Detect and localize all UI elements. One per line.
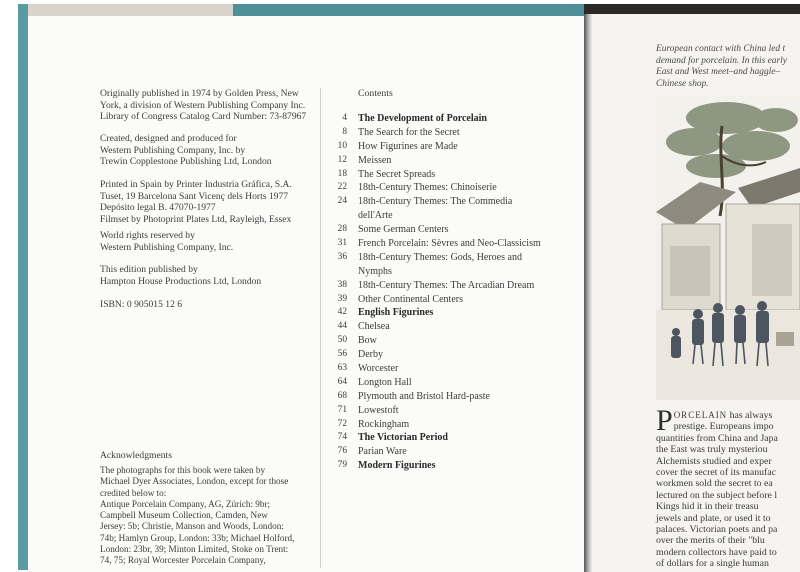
toc-page-number: 39 <box>337 293 347 304</box>
toc-page-number: 68 <box>337 390 347 401</box>
toc-title: dell'Arte <box>358 210 393 222</box>
acknowledgments-heading: Acknowledgments <box>100 450 172 461</box>
article-body <box>656 404 778 570</box>
table-of-contents <box>322 112 582 473</box>
body-line: cover the secret of its manufac <box>656 467 776 479</box>
cover-spine-left <box>18 4 28 570</box>
drop-cap: P <box>656 404 673 437</box>
toc-title: The Victorian Period <box>358 432 448 444</box>
toc-title: Modern Figurines <box>358 460 436 472</box>
right-page-curl <box>584 14 592 572</box>
imprint-line: Library of Congress Catalog Card Number: 73-87967 <box>100 111 307 123</box>
toc-title: Plymouth and Bristol Hard-paste <box>358 390 490 402</box>
caption-line: European contact with China led t <box>656 44 786 54</box>
body-line: Kings hid it in their treasu <box>656 501 759 513</box>
body-line: modern collectors have paid to <box>656 546 777 558</box>
toc-title: How Figurines are Made <box>358 140 458 152</box>
first-word: ORCELAIN <box>673 410 728 420</box>
toc-entry <box>322 154 582 168</box>
toc-entry <box>322 279 582 293</box>
toc-entry <box>322 431 582 445</box>
toc-title: Longton Hall <box>358 376 412 388</box>
toc-title: Derby <box>358 349 383 361</box>
toc-page-number: 71 <box>337 404 347 415</box>
cover-teal-band <box>233 4 588 16</box>
toc-title: Nymphs <box>358 265 392 277</box>
toc-entry <box>322 265 582 279</box>
imprint-line: Filmset by Photoprint Plates Ltd, Rayleigh, Essex <box>100 213 292 225</box>
body-line: prestige. Europeans impo <box>673 421 774 433</box>
body-line: quantities from China and Japa <box>656 432 778 444</box>
imprint-line: Originally published in 1974 by Golden Press, New <box>100 88 299 99</box>
toc-entry <box>322 362 582 376</box>
toc-title: 18th-Century Themes: Chinoiserie <box>358 182 497 194</box>
toc-page-number: 63 <box>337 363 347 374</box>
toc-page-number: 79 <box>337 460 347 471</box>
chinese-shop-illustration <box>656 96 800 400</box>
toc-title: 18th-Century Themes: Gods, Heroes and <box>358 251 522 263</box>
toc-page-number: 44 <box>337 321 347 332</box>
toc-entry <box>322 209 582 223</box>
contents-title: Contents <box>358 88 393 99</box>
toc-page-number: 24 <box>337 196 347 207</box>
toc-entry <box>322 237 582 251</box>
body-line: jewels and plate, or used it to <box>656 512 771 524</box>
imprint-line: Created, designed and produced for <box>100 133 237 144</box>
toc-entry <box>322 168 582 182</box>
ack-line: 74b; Hamlyn Group, London: 33b; Michael Holford, <box>100 532 295 543</box>
toc-page-number: 28 <box>337 224 347 235</box>
toc-entry <box>322 445 582 459</box>
toc-title: Parian Ware <box>358 446 407 458</box>
acknowledgments-title <box>100 450 172 462</box>
ack-line: Campbell Museum Collection, Camden, New <box>100 510 268 521</box>
toc-page-number: 4 <box>342 113 347 123</box>
toc-entry <box>322 140 582 154</box>
toc-entry <box>322 126 582 140</box>
caption-line: demand for porcelain. In this early <box>656 55 787 66</box>
ack-line: The photographs for this book were taken by <box>100 465 266 475</box>
illustration-caption <box>656 44 787 90</box>
ack-line: Michael Dyer Associates, London, except for those <box>100 476 289 487</box>
toc-entry <box>322 223 582 237</box>
toc-title: French Porcelain: Sèvres and Neo-Classicism <box>358 238 541 250</box>
toc-entry <box>322 293 582 307</box>
isbn-text: ISBN: 0 905015 12 6 <box>100 299 183 310</box>
imprint-line: Western Publishing Company, Inc. <box>100 241 234 253</box>
toc-page-number: 12 <box>337 154 347 165</box>
cover-top-edge <box>18 4 586 16</box>
toc-page-number: 36 <box>337 251 347 262</box>
imprint-line: This edition published by <box>100 264 198 275</box>
imprint-line: Printed in Spain by Printer Industria Gráfica, S.A. <box>100 179 292 190</box>
toc-entry <box>322 195 582 209</box>
toc-entry <box>322 306 582 320</box>
caption-line: East and West meet–and haggle– <box>656 67 781 78</box>
toc-entry <box>322 348 582 362</box>
toc-page-number: 56 <box>337 349 347 360</box>
toc-title: Worcester <box>358 363 399 375</box>
ack-line: credited below to: <box>100 487 167 498</box>
toc-entry <box>322 459 582 473</box>
body-line: lectured on the subject before l <box>656 489 778 501</box>
toc-title: Other Continental Centers <box>358 293 463 305</box>
first-line-rest: has always <box>727 410 773 421</box>
toc-page-number: 50 <box>337 335 347 346</box>
imprint-line: Hampton House Productions Ltd, London <box>100 275 262 287</box>
toc-page-number: 18 <box>337 168 347 179</box>
imprint-edition <box>100 264 261 287</box>
toc-entry <box>322 376 582 390</box>
toc-title: The Search for the Secret <box>358 126 460 138</box>
toc-page-number: 72 <box>337 418 347 429</box>
toc-title: English Figurines <box>358 307 434 319</box>
toc-entry <box>322 251 582 265</box>
toc-page-number: 64 <box>337 376 347 387</box>
imprint-production <box>100 133 272 168</box>
toc-title: Lowestoft <box>358 404 399 416</box>
toc-title: The Secret Spreads <box>358 168 436 180</box>
toc-entry <box>322 404 582 418</box>
toc-entry <box>322 418 582 432</box>
imprint-printing <box>100 179 292 225</box>
toc-page-number: 22 <box>337 182 347 193</box>
toc-entry <box>322 390 582 404</box>
body-line: workmen sold the secret to ea <box>656 478 773 490</box>
imprint-line: York, a division of Western Publishing Company Inc. <box>100 99 306 111</box>
body-line: palaces. Victorian poets and pa <box>656 524 778 536</box>
imprint-line: World rights reserved by <box>100 230 195 241</box>
toc-title: Meissen <box>358 154 392 166</box>
imprint-line: Western Publishing Company, Inc. by <box>100 144 246 156</box>
toc-title: Rockingham <box>358 418 410 430</box>
toc-entry <box>322 334 582 348</box>
ack-line: Antique Porcelain Company, AG, Zürich: 9br; <box>100 498 271 509</box>
toc-page-number: 10 <box>337 140 347 151</box>
toc-page-number: 38 <box>337 279 347 290</box>
toc-title: Bow <box>358 335 377 347</box>
toc-title: 18th-Century Themes: The Commedia <box>358 196 513 208</box>
body-line: over the merits of their "blu <box>656 535 765 547</box>
body-line: the East was truly mysteriou <box>656 444 768 456</box>
toc-title: Some German Centers <box>358 224 449 236</box>
ack-line: London: 23br, 39; Minton Limited, Stoke on Trent: <box>100 544 289 555</box>
acknowledgments-body <box>100 465 294 567</box>
body-line: Alchemists studied and exper <box>656 455 772 467</box>
toc-entry <box>322 320 582 334</box>
column-divider <box>320 88 321 568</box>
isbn <box>100 299 182 311</box>
ack-line: 74, 75; Royal Worcester Porcelain Company, <box>100 555 266 566</box>
toc-page-number: 74 <box>337 432 347 443</box>
imprint-line: Depósito legal B. 47070-1977 <box>100 202 216 214</box>
imprint-publication <box>100 88 306 123</box>
imprint-rights <box>100 230 233 253</box>
toc-title: 18th-Century Themes: The Arcadian Dream <box>358 279 535 291</box>
body-line: of dollars for a single human <box>656 558 769 570</box>
toc-page-number: 42 <box>337 307 347 318</box>
imprint-line: Tuset, 19 Barcelona Sant Vicenç dels Horts 1977 <box>100 190 289 202</box>
toc-entry <box>322 112 582 126</box>
toc-title: Chelsea <box>358 321 390 333</box>
toc-page-number: 8 <box>342 126 347 137</box>
caption-line: Chinese shop. <box>656 78 709 89</box>
ack-line: Jersey: 5b; Christie, Manson and Woods, London: <box>100 521 284 532</box>
toc-title: The Development of Porcelain <box>358 113 487 124</box>
toc-entry <box>322 181 582 195</box>
imprint-line: Trewin Copplestone Publishing Ltd, London <box>100 156 272 168</box>
toc-page-number: 76 <box>337 446 347 457</box>
toc-page-number: 31 <box>337 238 347 249</box>
